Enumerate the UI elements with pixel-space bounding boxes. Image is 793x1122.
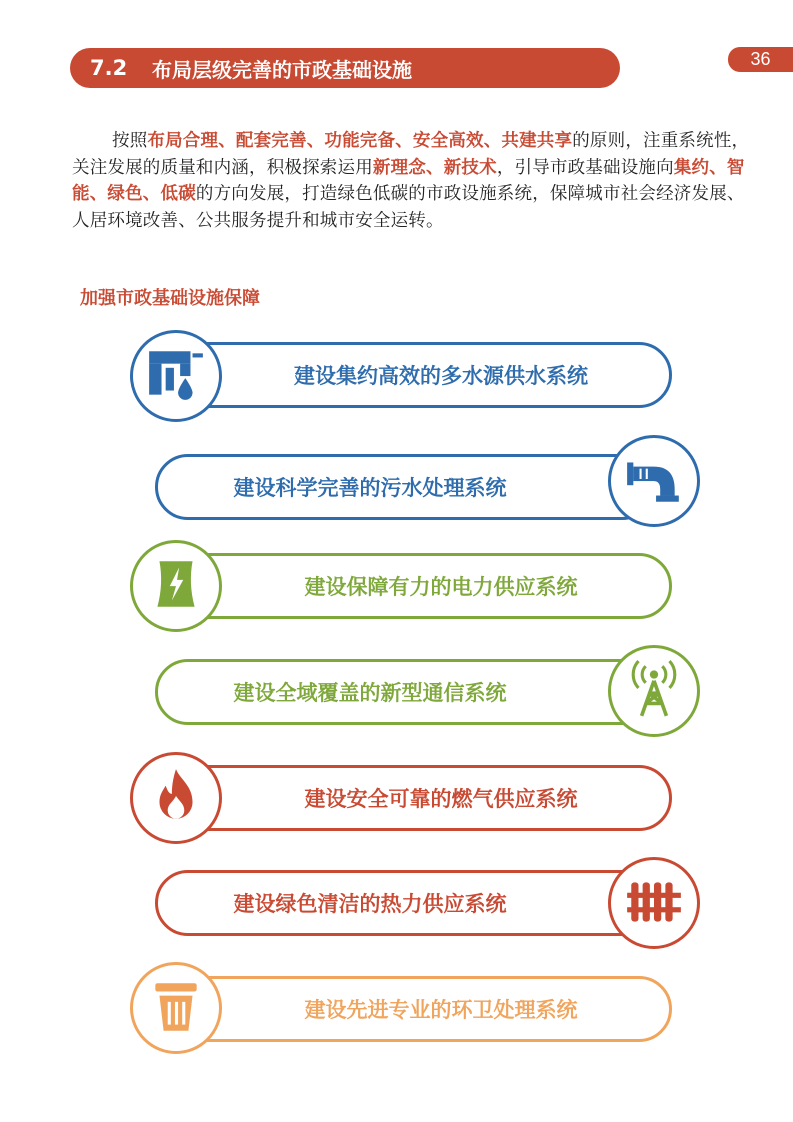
system-label-box [160,553,672,619]
icon-circle [608,857,700,949]
section-title: 布局层级完善的市政基础设施 [152,57,412,82]
system-label: 建设保障有力的电力供应系统 [304,575,578,599]
system-label: 建设科学完善的污水处理系统 [233,476,507,500]
system-label: 建设绿色清洁的热力供应系统 [233,892,507,916]
subheading: 加强市政基础设施保障 [80,288,260,309]
water-tap-icon [145,343,207,409]
sewage-pipe-icon [623,448,685,514]
intro-text: 的方向发展，打造绿色低碳的市政设施系统，保障城市社会经济发展、人居环境改善、公共服务提升和城市安全运转。 [72,184,745,231]
signal-tower-icon [623,658,685,724]
icon-circle [130,752,222,844]
system-label-box [160,765,672,831]
intro-text: 按照 [112,131,148,151]
intro-highlight: 集约、智能、绿色、低碳 [72,157,745,204]
intro-highlight: 布局合理、配套完善、功能完备、安全高效、共建共享 [147,131,573,151]
intro-highlight: 新理念、新技术 [372,157,497,178]
system-label: 建设集约高效的多水源供水系统 [294,364,588,388]
intro-text: 的原则，注重系统性，关注发展的质量和内涵，积极探索运用 [72,131,750,178]
system-label: 建设全域覆盖的新型通信系统 [233,681,507,705]
radiator-icon [623,870,685,936]
intro-paragraph [72,128,752,234]
system-label-box [155,454,655,520]
system-label-box [160,342,672,408]
flame-icon [145,765,207,831]
trash-bin-icon [145,975,207,1041]
section-number: 7.2 [90,56,128,80]
system-label-box [155,870,655,936]
icon-circle [608,645,700,737]
icon-circle [130,540,222,632]
icon-circle [130,330,222,422]
system-label-box [155,659,655,725]
page-number: 36 [728,47,793,72]
icon-circle [608,435,700,527]
system-label: 建设安全可靠的燃气供应系统 [304,787,578,811]
icon-circle [130,962,222,1054]
power-plant-icon [145,553,207,619]
system-label: 建设先进专业的环卫处理系统 [304,998,578,1022]
system-label-box [160,976,672,1042]
intro-text: ，引导市政基础设施向 [496,157,674,178]
